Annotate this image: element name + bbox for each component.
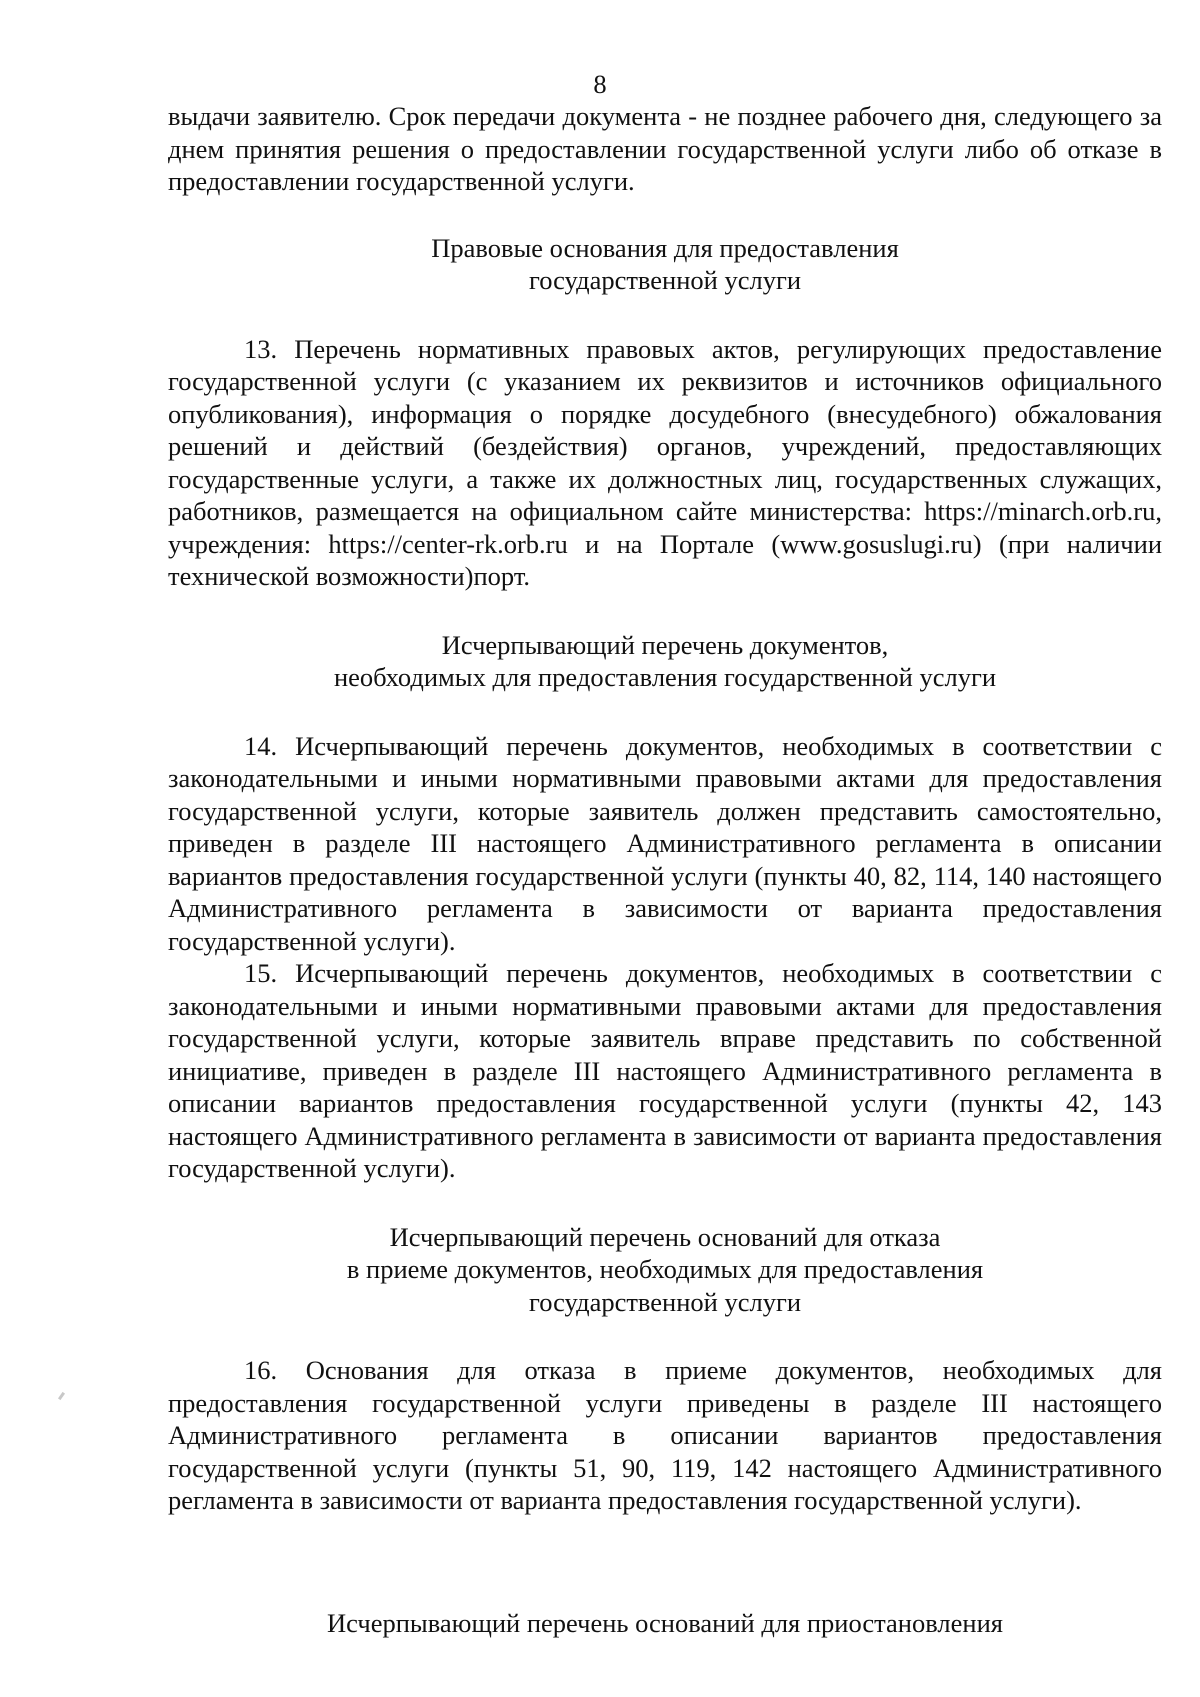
heading-legal-basis bbox=[168, 232, 1162, 297]
heading-documents-list bbox=[168, 629, 1162, 694]
document-body bbox=[168, 100, 1162, 1639]
heading-line: Исчерпывающий перечень документов, bbox=[441, 629, 889, 660]
heading-line: необходимых для предоставления государственной услуги bbox=[333, 662, 997, 692]
heading-refusal-grounds bbox=[168, 1221, 1162, 1319]
paragraph-continuation: выдачи заявителю. Срок передачи документа - не позднее рабочего дня, следующего за днем принятия решения о предоставлении государственной услуги либо об отказе в предоставлении государственной услуги. bbox=[168, 101, 1162, 196]
heading-line: Исчерпывающий перечень оснований для приостановления bbox=[327, 1607, 1003, 1638]
heading-suspension-grounds bbox=[168, 1607, 1162, 1640]
heading-line: государственной услуги bbox=[528, 265, 802, 295]
page-number: 8 bbox=[593, 69, 607, 99]
paragraph-15: 15. Исчерпывающий перечень документов, необходимых в соответствии с законодательными и иными нормативными правовыми актами для предоставления государственной услуги, которые заявитель вправе представить по собственной инициативе, приведен в разделе III настоящего Административного регламента в описании вариантов предоставления государственной услуги (пункты 42, 143 настоящего Административного регламента в зависимости от варианта предоставления государственной услуги). bbox=[168, 958, 1162, 1183]
paragraph-13: 13. Перечень нормативных правовых актов, регулирующих предоставление государственной услуги (с указанием их реквизитов и источников официального опубликования), информация о порядке досудебного (внесудебного) обжалования решений и действий (бездействия) органов, учреждений, предоставляющих государственные услуги, а также их должностных лиц, государственных служащих, работников, размещается на официальном сайте министерства: https://minarch.orb.ru, учреждения: https://center-rk.orb.ru и на Портале (www.gosuslugi.ru) (при наличии технической возможности)порт. bbox=[168, 333, 1162, 591]
scan-artifact bbox=[58, 1392, 65, 1400]
heading-line: Исчерпывающий перечень оснований для отказа bbox=[389, 1221, 941, 1252]
paragraph-16: 16. Основания для отказа в приеме документов, необходимых для предоставления государственной услуги приведены в разделе III настоящего Административного регламента в описании вариантов предоставления государственной услуги (пункты 51, 90, 119, 142 настоящего Административного регламента в зависимости от варианта предоставления государственной услуги). bbox=[168, 1355, 1162, 1515]
heading-line: в приеме документов, необходимых для предоставления bbox=[346, 1254, 984, 1284]
heading-line: государственной услуги bbox=[528, 1286, 802, 1317]
heading-line: Правовые основания для предоставления bbox=[431, 232, 899, 263]
paragraph-14: 14. Исчерпывающий перечень документов, необходимых в соответствии с законодательными и иными нормативными правовыми актами для предоставления государственной услуги, которые заявитель должен представить самостоятельно, приведен в разделе III настоящего Административного регламента в описании вариантов предоставления государственной услуги (пункты 40, 82, 114, 140 настоящего Административного регламента в зависимости от варианта предоставления государственной услуги). bbox=[168, 730, 1162, 956]
